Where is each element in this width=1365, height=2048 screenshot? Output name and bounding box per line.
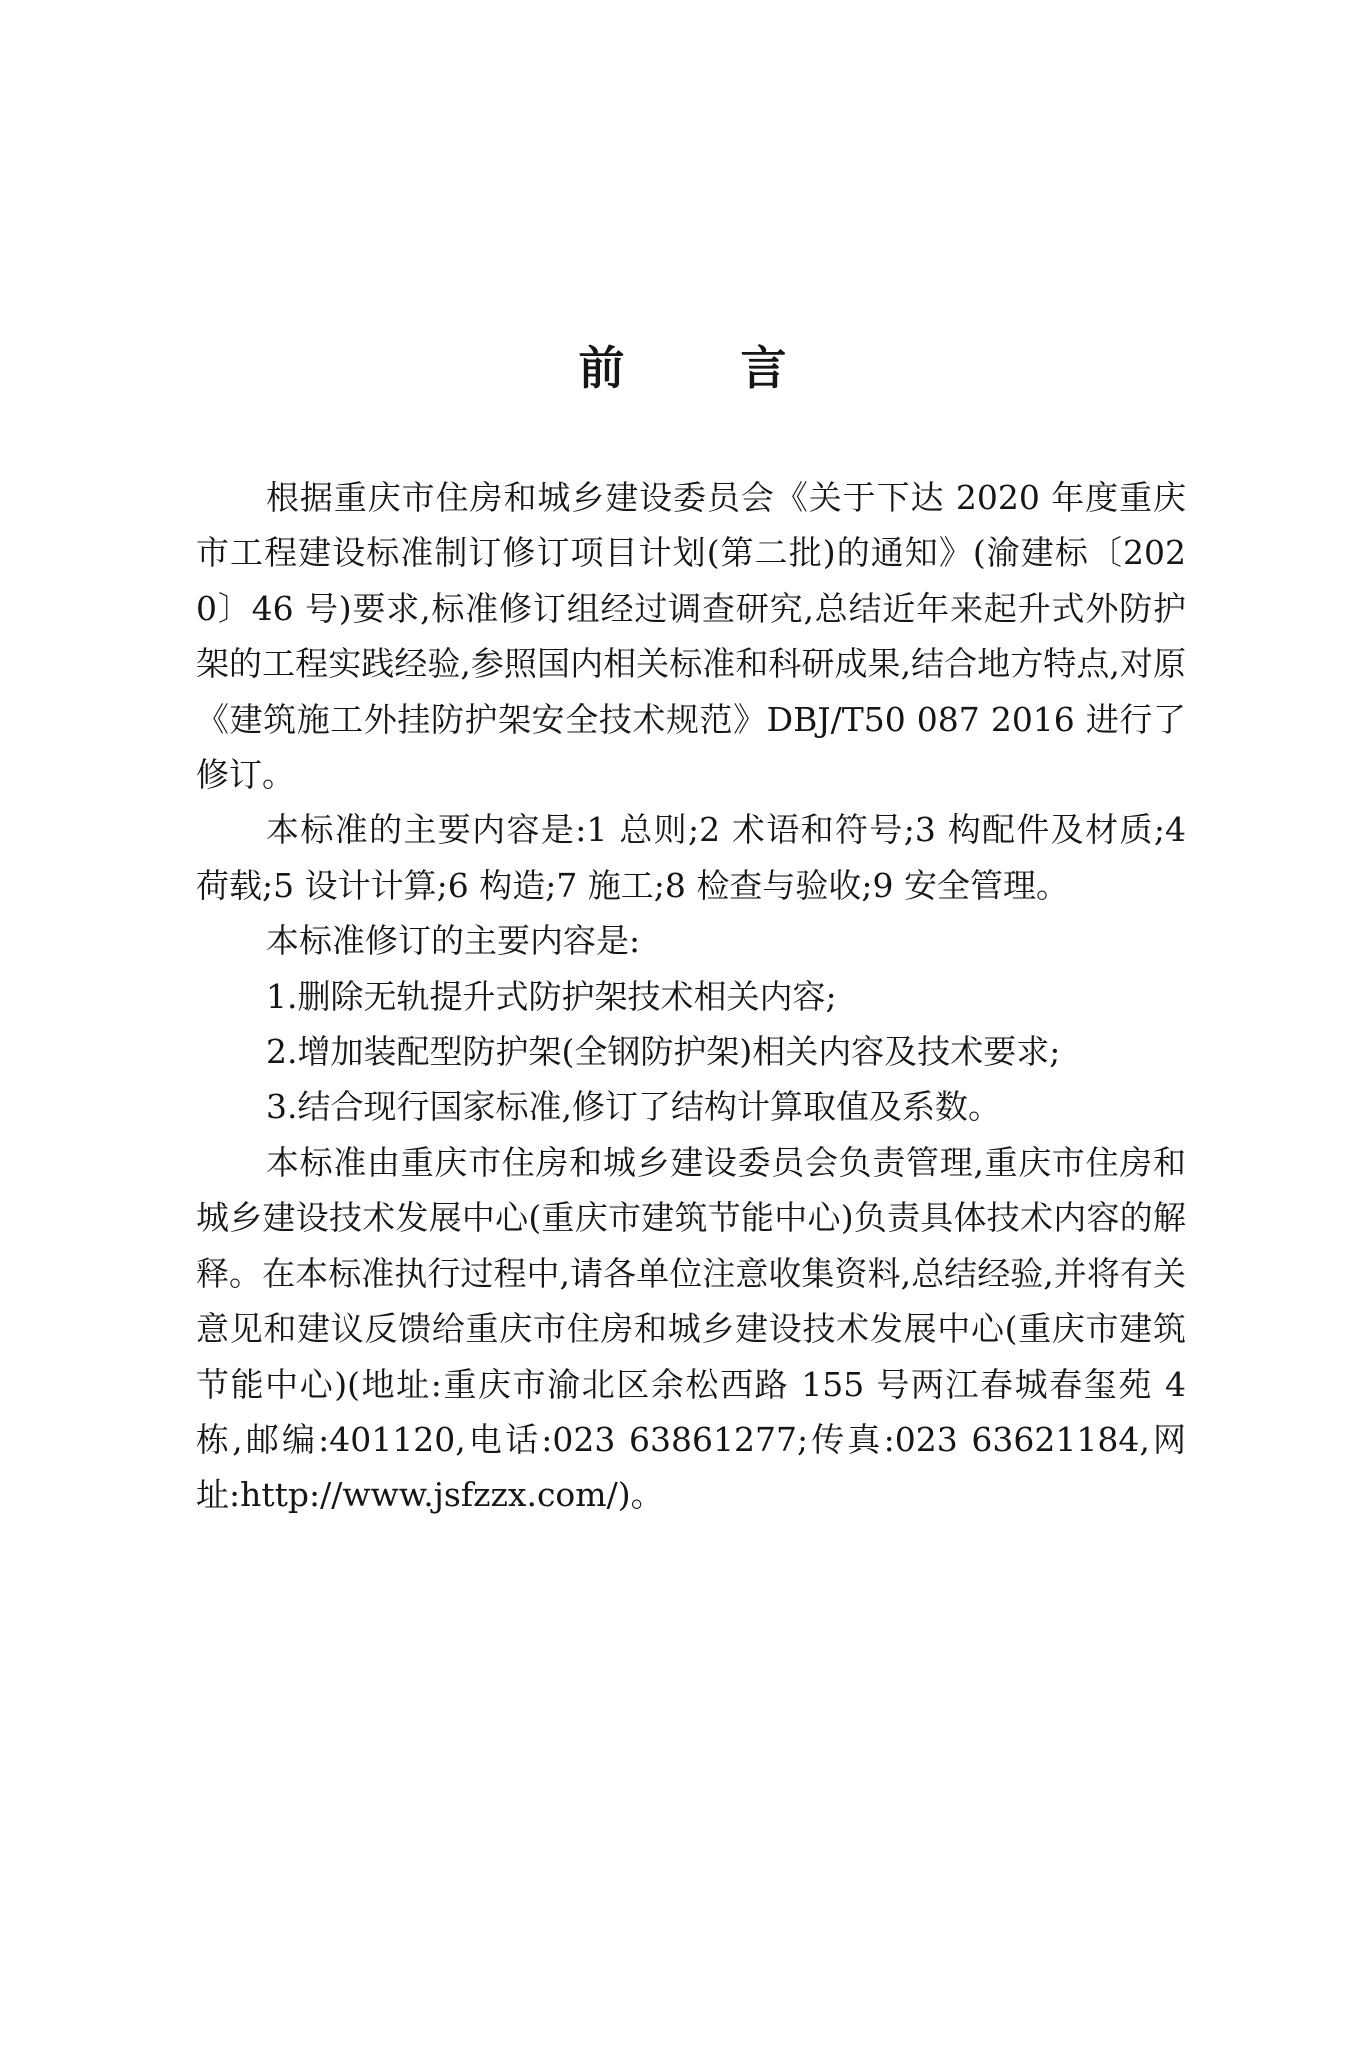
revision-item-1: 1.删除无轨提升式防护架技术相关内容; — [266, 976, 837, 1016]
paragraph-background: 根据重庆市住房和城乡建设委员会《关于下达 2020 年度重庆市工程建设标准制订修订项目计划(第二批)的通知》(渝建标〔2020〕46 号)要求,标准修订组经过调查研究,总结近年来起升式外防护架的工程实践经验,参照国内相关标准和科研成果,结合地方特点,对原《建筑施工外挂防护架安全技术规范》DBJ/T50 087 2016 进行了修订。 — [196, 478, 1186, 795]
paragraph-management-contact: 本标准由重庆市住房和城乡建设委员会负责管理,重庆市住房和城乡建设技术发展中心(重庆市建筑节能中心)负责具体技术内容的解释。在本标准执行过程中,请各单位注意收集资料,总结经验,并将有关意见和建议反馈给重庆市住房和城乡建设技术发展中心(重庆市建筑节能中心)(地址:重庆市渝北区余松西路 155 号两江春城春玺苑 4 栋,邮编:401120,电话:023 63861277;传真:023 63621184,网址:http://www.jsfzzx.com/)。 — [196, 1142, 1186, 1515]
paragraph-revision-intro: 本标准修订的主要内容是: — [266, 921, 641, 961]
revision-item-3: 3.结合现行国家标准,修订了结构计算取值及系数。 — [266, 1087, 1001, 1127]
revision-item-2: 2.增加装配型防护架(全钢防护架)相关内容及技术要求; — [266, 1032, 1061, 1072]
page-title: 前 言 — [578, 341, 837, 395]
paragraph-main-content: 本标准的主要内容是:1 总则;2 术语和符号;3 构配件及材质;4 荷载;5 设计计算;6 构造;7 施工;8 检查与验收;9 安全管理。 — [196, 810, 1186, 905]
document-body — [196, 470, 1186, 1523]
